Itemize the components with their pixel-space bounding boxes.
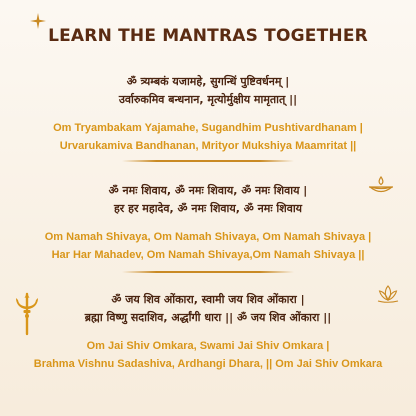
mantra-section-1 xyxy=(0,73,416,155)
mantra-devanagari-line: उर्वारुकमिव बन्धनान, मृत्योर्मुक्षीय मामृतात् || xyxy=(118,93,298,106)
section-divider xyxy=(122,160,294,162)
mantra-devanagari-line: ॐ जय शिव ओंकारा, स्वामी जय शिव ओंकारा | xyxy=(111,293,305,306)
mantra-roman-line: Urvarukamiva Bandhanan, Mrityor Mukshiya Maamritat || xyxy=(59,140,357,152)
page-title: LEARN THE MANTRAS TOGETHER xyxy=(48,26,368,46)
mantra-roman-line: Om Tryambakam Yajamahe, Sugandhim Pushtivardhanam | xyxy=(53,122,363,134)
mantra-roman-line: Om Namah Shivaya, Om Namah Shivaya, Om Namah Shivaya | xyxy=(44,231,372,243)
mantra-devanagari-line: ॐ नमः शिवाय, ॐ नमः शिवाय, ॐ नमः शिवाय | xyxy=(108,184,308,197)
mantra-roman-line: Brahma Vishnu Sadashiva, Ardhangi Dhara, || Om Jai Shiv Omkara xyxy=(33,358,383,370)
mantra-roman-line: Om Jai Shiv Omkara, Swami Jai Shiv Omkara | xyxy=(86,340,330,352)
mantra-devanagari-line: ब्रह्मा विष्णु सदाशिव, अर्द्धांगी धारा || ॐ जय शिव ओंकारा || xyxy=(84,311,332,324)
mantra-section-2 xyxy=(0,182,416,264)
mantra-section-3 xyxy=(0,291,416,373)
mantra-devanagari-line: हर हर महादेव, ॐ नमः शिवाय, ॐ नमः शिवाय xyxy=(113,202,303,215)
section-divider xyxy=(122,271,294,273)
mantra-devanagari-line: ॐ त्र्यम्बकं यजामहे, सुगन्धिं पुष्टिवर्धनम् | xyxy=(126,75,290,88)
mantra-roman-line: Har Har Mahadev, Om Namah Shivaya,Om Namah Shivaya || xyxy=(51,249,365,261)
